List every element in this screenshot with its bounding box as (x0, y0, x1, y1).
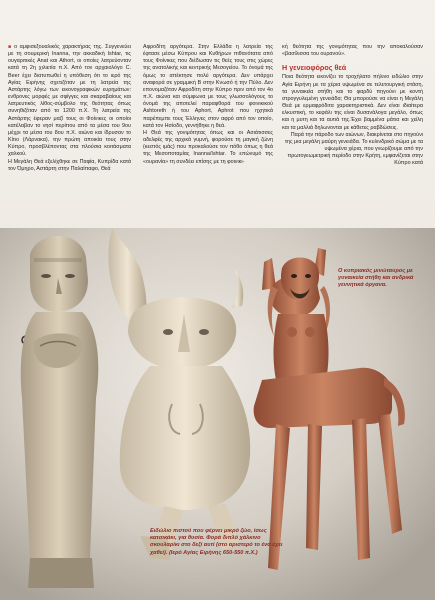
column1-paragraph-1 (8, 44, 131, 159)
caption-minotaur: Ο κυπριακός μινώταυρος με γυναικεία στήθη και ανδρικά γεννητικά όργανα. (338, 268, 414, 289)
text-column-2 (143, 44, 273, 166)
column3-intro: κή θεότητα της γονιμότητας που την αποκαλούσαν «βασίλισσα του ουρανού». (282, 44, 423, 58)
caption-worshipper: Ειδώλιο πιστού που φέρνει μικρό ζώο, ίσως κατσικάκι, για θυσία. Φορά διπλό χάλκινο σκουλαρίκι στο δεξί αυτί (στο αριστερό το ένα έχει χαθεί). (Ιερό Αγίας Ειρήνης 650-550 π.Χ.) (150, 528, 283, 556)
worshipper-figurine (21, 236, 99, 588)
section-heading: Η γενειοφόρος θεά (282, 63, 347, 73)
column1-paragraph-2: Η Μεγάλη Θεά εξελίχθηκε σε Παφία, Κυπρίδα κατά τον Όμηρο, Αστάρτη στην Παλαίπαφο, Θεά (8, 158, 131, 172)
text-column-1 (8, 44, 131, 173)
column2-paragraph-2: Η Θεά της γονιμότητας όπως και οι Ασιάτισσες αδελφές της αρχικά γυμνή, φορούσε τη μαγική ζώνη (κεστός ιμάς) που προκαλούσε τον πόθο όπως η θεά της Μεσοποταμίας Inanna/Ishtar. Το επώνυμό της «ουρανία» τη συνδέει επίσης με τη φοινικι- (143, 129, 273, 165)
column3-paragraph-2: Παρά την πάροδο των αιώνων, διακρίνεται στο πηγούνι της μια μεγάλη μαύρη γενειάδα. Το κυλινδρικό σώμα με τα υψωμένα χέρια, που γνωρίζουμε από την πρωτογεωμετρική περίοδο στην Κρήτη, εμφανίζεται στην Κύπρο κατά (284, 131, 423, 167)
bullet-icon: ■ (8, 44, 13, 50)
column3-paragraph-1: Ποια θεότητα εικονίζει το τροχήλατο πήλινο ειδώλιο στην Αγία Ειρήνη με τα χέρια υψωμένα σε τελετουργική στάση, τα γυναικεία στήθη και το φαρδύ πηγούνι με κοντή στρογγυλεμένη γενειάδα; Θα μπορούσε να είναι η Μεγάλη Θεά με ερμαφρόδιτα χαρακτηριστικά. Δεν είναι ιδιαίτερα ελκυστική, το κεφάλι της είναι δυσανάλογα μεγάλο, όπως και η μυτη και τα αυτιά της.Έχει βαμμένα μάτια και χείλη και τα μαλλιά δηλωνονται με κάθετες ραβδώσεις. (282, 74, 423, 131)
text-column-3 (282, 44, 423, 168)
column1-paragraph-1-text: ο αμφισεξουαλικός χαρακτήρας της. Συγγενεύει με τη σουμερική Inanna, την ακκαδική Ishtar, τις ουγαριτικές Anat και Athort, οι οποίες λατρεύονταν κατά τη 2η χιλιετία π.Χ. Από τον αρχαιολόγο C. Beer έχει διατυπωθεί η υπόθεση ότι το ιερό της Αγίας Ειρήνης σχετιζόταν με τη λατρεία της Αστάρτης λόγω των εικονογραφικών ευρημάτων: ενθρονες μορφές με σφίγγες και σκαραβαίους και λατρευτικός λίθος-σύμβολο της θεότητας όπως συνηθιζόταν από το 1200 π.Χ. Τη λατρεία της Αστάρτης έφεραν μαζί τους οι Φοίνικες οι οποίοι κατέλαβαν το νησί περίπου από τα μέσα του 9ου μέχρι τα μέσα του 8ου π.Χ. αιώνα και ίδρυσαν το Κίτιο (Λάρνακα), την πρώτη αποικία τους στην Κύπρο, προσβλέποντας στα πλούσια κοιτάσματα χαλκού. (8, 44, 131, 158)
column2-paragraph-1: Αφροδίτη αργότερα. Στην Ελλάδα η λατρεία της έφτασε μέσω Κύπρου και Κυθήρων πιθανότατα από τους Φοίνικες που διέδωσαν τις θεές τους στις χώρες της ανατολικής και κεντρικής Μεσογείου. Το όνομά της όμως το απέκτησε πολύ αργότερα. Δεν υπάρχει αναφορά σε γραμμική Β στην Κνωσό ή την Πύλο. Δεν επονομαζόταν Αφροδίτη στην Κύπρο πριν από τον 4ο π.Χ. αιώνα και σύμφωνα με τους γλωσσολόγους το όνομά της αποτελεί παραφθορά του φοινικικού Ashtoreth ή του Aphort, Aphrot που ηχητικά παρέπεμπε τους Έλληνες στον αφρό από τον οποίο, κατά τον Ησίοδο, γεννήθηκε η θεά. (143, 44, 273, 129)
